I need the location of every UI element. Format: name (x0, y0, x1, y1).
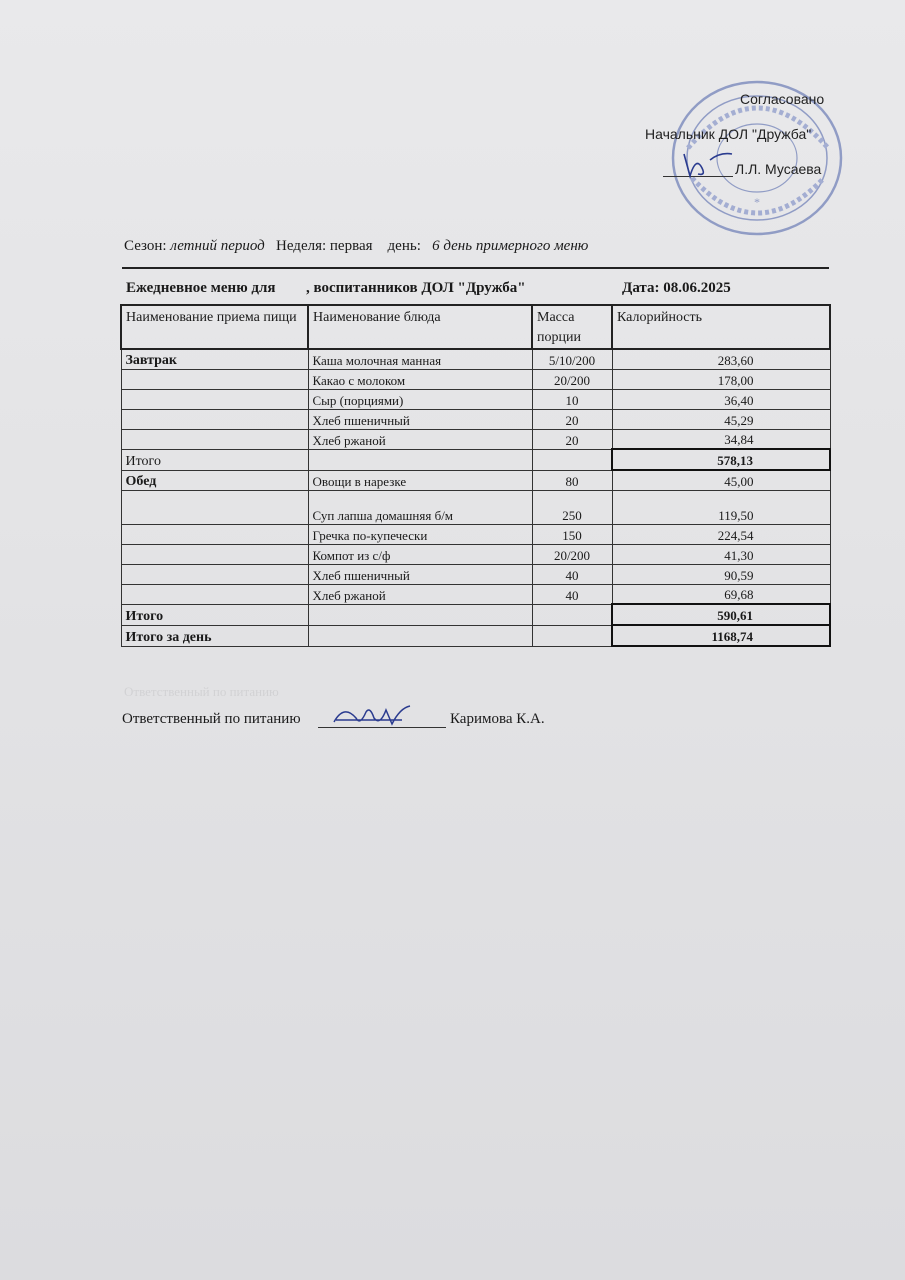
meal-cell: Итого за день (121, 625, 308, 646)
approver-signature (676, 146, 736, 182)
mass-cell: 40 (532, 564, 612, 584)
meal-cell: Итого (121, 449, 308, 470)
dish-cell (308, 625, 532, 646)
mass-cell: 20/200 (532, 544, 612, 564)
day-value: 6 день примерного меню (432, 238, 589, 254)
approver-name: Л.Л. Мусаева (735, 161, 822, 177)
table-row (121, 470, 830, 490)
dish-cell (308, 449, 532, 470)
dish-cell: Каша молочная манная (308, 349, 532, 369)
calories-cell: 578,13 (612, 449, 830, 470)
calories-cell: 178,00 (612, 369, 830, 389)
table-row (121, 564, 830, 584)
mass-cell: 80 (532, 470, 612, 490)
meal-cell (121, 429, 308, 449)
responsible-name: Каримова К.А. (450, 711, 545, 727)
week-label: Неделя: (276, 238, 327, 254)
responsible-label: Ответственный по питанию (122, 711, 301, 727)
table-total-row (121, 604, 830, 625)
calories-cell: 45,29 (612, 409, 830, 429)
svg-text:*: * (754, 195, 760, 209)
dish-cell: Компот из с/ф (308, 544, 532, 564)
mass-cell: 5/10/200 (532, 349, 612, 369)
season-line (124, 238, 588, 255)
approver-position: Начальник ДОЛ "Дружба" (645, 126, 812, 142)
meal-cell (121, 389, 308, 409)
mass-cell: 20 (532, 429, 612, 449)
table-row (121, 544, 830, 564)
menu-title-left: Ежедневное меню для (126, 280, 276, 296)
mass-cell: 10 (532, 389, 612, 409)
dish-cell: Хлеб пшеничный (308, 409, 532, 429)
mass-cell (532, 604, 612, 625)
dish-cell: Хлеб пшеничный (308, 564, 532, 584)
meal-cell: Завтрак (121, 349, 308, 369)
calories-cell: 41,30 (612, 544, 830, 564)
week-value: первая (329, 238, 373, 254)
mass-cell: 20 (532, 409, 612, 429)
calories-cell: 224,54 (612, 524, 830, 544)
calories-cell: 34,84 (612, 429, 830, 449)
dish-cell: Хлеб ржаной (308, 584, 532, 604)
table-total-row (121, 449, 830, 470)
calories-cell: 90,59 (612, 564, 830, 584)
mass-cell: 250 (532, 490, 612, 524)
mass-cell: 40 (532, 584, 612, 604)
meal-cell (121, 584, 308, 604)
column-header-dish: Наименование блюда (308, 305, 532, 349)
dish-cell: Хлеб ржаной (308, 429, 532, 449)
day-label: день: (387, 238, 421, 254)
mass-cell: 150 (532, 524, 612, 544)
column-header-mass: Масса порции (532, 305, 612, 349)
table-row (121, 389, 830, 409)
menu-table-body (121, 305, 830, 646)
table-row (121, 584, 830, 604)
dish-cell (308, 604, 532, 625)
dish-cell: Суп лапша домашняя б/м (308, 490, 532, 524)
menu-date: Дата: 08.06.2025 (622, 280, 731, 296)
meal-cell (121, 524, 308, 544)
calories-cell: 1168,74 (612, 625, 830, 646)
table-row (121, 409, 830, 429)
table-row (121, 429, 830, 449)
meal-cell (121, 369, 308, 389)
mass-cell (532, 625, 612, 646)
table-row (121, 490, 830, 524)
calories-cell: 590,61 (612, 604, 830, 625)
meal-cell: Обед (121, 470, 308, 490)
calories-cell: 283,60 (612, 349, 830, 369)
calories-cell: 119,50 (612, 490, 830, 524)
table-header-row (121, 305, 830, 349)
meal-cell (121, 544, 308, 564)
mass-cell (532, 449, 612, 470)
meal-cell (121, 564, 308, 584)
menu-table (120, 304, 831, 647)
calories-cell: 69,68 (612, 584, 830, 604)
dish-cell: Овощи в нарезке (308, 470, 532, 490)
responsible-signature (330, 700, 414, 730)
header-rule (122, 267, 829, 269)
meal-cell (121, 490, 308, 524)
calories-cell: 36,40 (612, 389, 830, 409)
dish-cell: Гречка по-купечески (308, 524, 532, 544)
table-row (121, 524, 830, 544)
calories-cell: 45,00 (612, 470, 830, 490)
mass-cell: 20/200 (532, 369, 612, 389)
column-header-calories: Калорийность (612, 305, 830, 349)
table-row (121, 349, 830, 369)
approved-label: Согласовано (740, 91, 825, 107)
meal-cell (121, 409, 308, 429)
season-value: летний период (170, 238, 265, 254)
dish-cell: Сыр (порциями) (308, 389, 532, 409)
dish-cell: Какао с молоком (308, 369, 532, 389)
table-total-row (121, 625, 830, 646)
season-label: Сезон: (124, 238, 167, 254)
table-row (121, 369, 830, 389)
column-header-meal: Наименование приема пищи (121, 305, 308, 349)
meal-cell: Итого (121, 604, 308, 625)
menu-title-right: , воспитанников ДОЛ "Дружба" (306, 280, 526, 296)
bleed-through-text: Ответственный по питанию (124, 684, 279, 699)
